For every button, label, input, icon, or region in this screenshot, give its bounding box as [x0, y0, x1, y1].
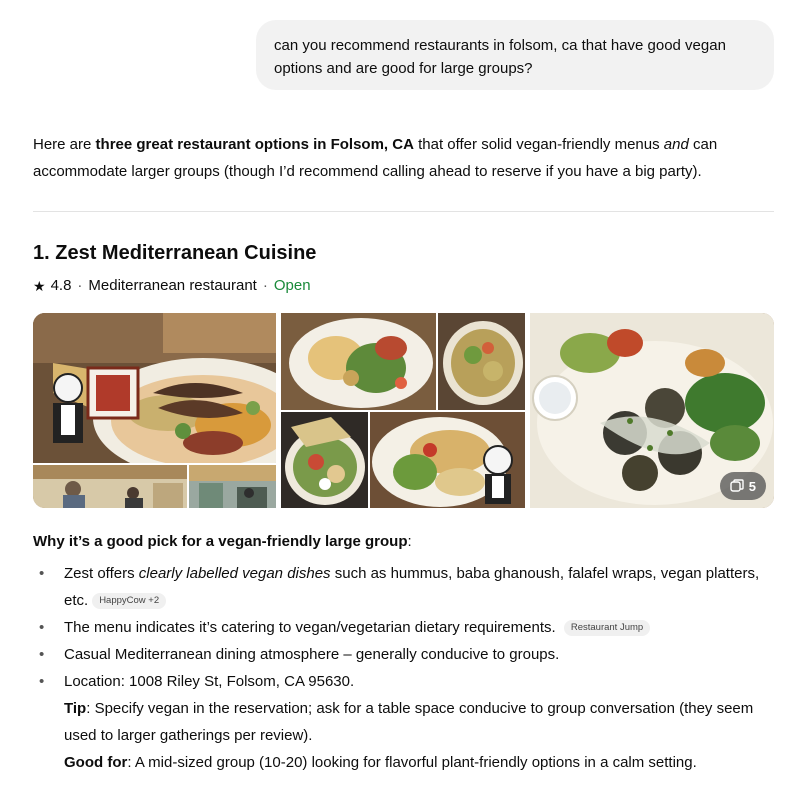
- place-meta: [33, 275, 311, 297]
- user-message-bubble: [256, 20, 774, 90]
- photo-bowl-veggies[interactable]: [281, 412, 368, 508]
- photo-interior[interactable]: [189, 465, 276, 508]
- intro-text-italic: and: [663, 136, 689, 153]
- tip-text: : Specify vegan in the reservation; ask for a table space conducive to group conversation (they seem used to larger gatherings per review).: [64, 700, 754, 744]
- meta-separator: ·: [262, 277, 268, 294]
- star-icon: ★: [33, 278, 46, 294]
- more-photos-badge[interactable]: [720, 472, 766, 500]
- list-item: [33, 614, 773, 641]
- place-category: Mediterranean restaurant: [88, 277, 257, 294]
- reason-text: Casual Mediterranean dining atmosphere – generally conducive to groups.: [64, 646, 560, 663]
- photo-falafel-platter[interactable]: [530, 313, 774, 508]
- reason-text-pre: Zest offers: [64, 565, 139, 582]
- intro-text-post: can accommodate larger groups (though I’d recommend calling ahead to reserve if you have a big party).: [33, 136, 718, 180]
- intro-text-mid: that offer solid vegan-friendly menus: [413, 136, 664, 153]
- reason-text: Location: 1008 Riley St, Folsom, CA 95630.: [64, 673, 355, 690]
- intro-text-bold: three great restaurant options in Folsom, CA: [95, 136, 414, 153]
- intro-paragraph: [33, 131, 773, 185]
- tip-label: Tip: [64, 700, 87, 717]
- more-photos-count: 5: [748, 478, 756, 494]
- reasons-list: [33, 560, 773, 776]
- photo-dining-room[interactable]: [33, 465, 187, 508]
- reason-text-post: such as hummus, baba ghanoush, falafel wraps, vegan platters, etc.: [64, 565, 760, 609]
- photo-plate-top[interactable]: [281, 313, 436, 410]
- good-for-text: : A mid-sized group (10-20) looking for flavorful plant-friendly options in a calm setting.: [127, 754, 697, 771]
- why-heading-tail: :: [407, 533, 412, 550]
- photo-shawarma-plate[interactable]: [370, 412, 525, 508]
- intro-text-pre: Here are: [33, 136, 96, 153]
- source-chip[interactable]: Restaurant Jump: [564, 620, 650, 636]
- list-item: [33, 641, 773, 668]
- meta-separator: ·: [77, 277, 83, 294]
- source-chip[interactable]: HappyCow +2: [92, 593, 166, 609]
- list-item: [33, 668, 773, 695]
- photos-stack-icon: [730, 479, 744, 493]
- list-item: [33, 560, 773, 614]
- place-status: Open: [273, 277, 311, 294]
- reason-text: The menu indicates it’s catering to vegan/vegetarian dietary requirements.: [64, 619, 556, 636]
- why-heading: [33, 530, 412, 554]
- place-title[interactable]: 1. Zest Mediterranean Cuisine: [33, 242, 317, 264]
- why-heading-bold: Why it’s a good pick for a vegan-friendly large group: [33, 533, 408, 550]
- photo-salad-bowl[interactable]: [438, 313, 525, 410]
- good-for-label: Good for: [64, 754, 128, 771]
- place-rating: 4.8: [50, 277, 72, 294]
- photo-platter-main[interactable]: [33, 313, 276, 463]
- user-message-text: can you recommend restaurants in folsom, ca that have good vegan options and are good for large groups?: [274, 37, 726, 77]
- good-for-line: [33, 749, 773, 776]
- tip-line: [33, 695, 773, 749]
- section-divider: [33, 211, 774, 212]
- reason-text-italic: clearly labelled vegan dishes: [138, 565, 331, 582]
